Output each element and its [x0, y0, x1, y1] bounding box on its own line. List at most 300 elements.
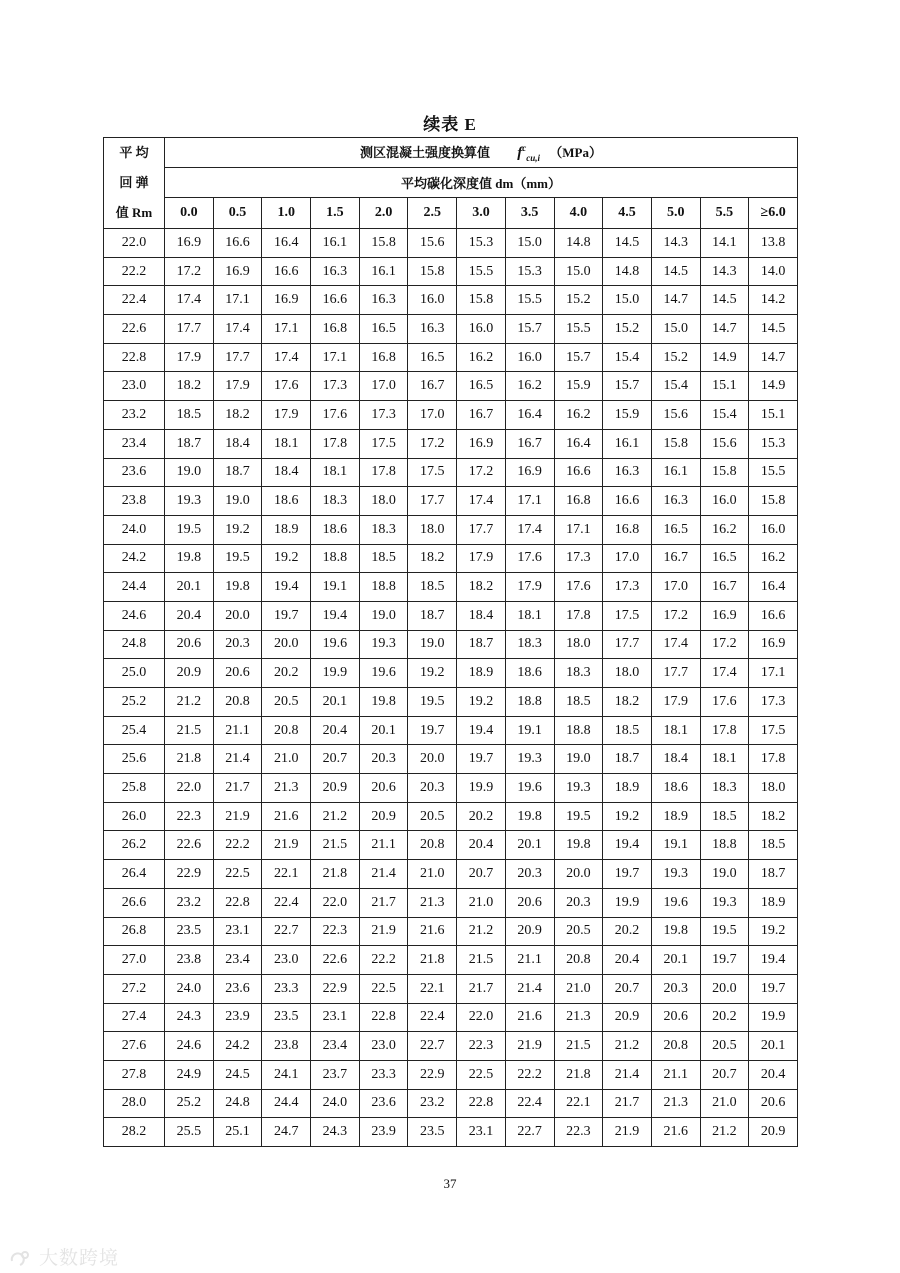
strength-value-cell: 17.9: [505, 573, 554, 602]
strength-value-cell: 19.7: [700, 946, 749, 975]
strength-value-cell: 24.3: [165, 1003, 214, 1032]
strength-value-cell: 15.5: [457, 257, 506, 286]
strength-value-cell: 15.9: [603, 401, 652, 430]
strength-value-cell: 21.4: [359, 860, 408, 889]
strength-value-cell: 17.2: [651, 601, 700, 630]
strength-value-cell: 20.9: [311, 774, 360, 803]
strength-value-cell: 16.8: [554, 487, 603, 516]
strength-value-cell: 16.3: [311, 257, 360, 286]
strength-value-cell: 20.3: [651, 974, 700, 1003]
strength-value-cell: 23.9: [359, 1118, 408, 1147]
strength-value-cell: 20.4: [165, 601, 214, 630]
table-row: [104, 315, 798, 344]
strength-value-cell: 19.2: [457, 688, 506, 717]
strength-value-cell: 23.7: [311, 1060, 360, 1089]
strength-value-cell: 21.0: [700, 1089, 749, 1118]
strength-value-cell: 21.7: [213, 774, 262, 803]
strength-value-cell: 20.3: [359, 745, 408, 774]
rm-value-cell: 27.6: [104, 1032, 165, 1061]
strength-value-cell: 17.8: [311, 429, 360, 458]
strength-value-cell: 15.6: [408, 229, 457, 258]
strength-value-cell: 17.3: [311, 372, 360, 401]
strength-value-cell: 22.4: [505, 1089, 554, 1118]
strength-value-cell: 17.2: [457, 458, 506, 487]
strength-value-cell: 18.8: [359, 573, 408, 602]
strength-value-cell: 22.4: [262, 888, 311, 917]
strength-value-cell: 25.5: [165, 1118, 214, 1147]
rm-value-cell: 23.6: [104, 458, 165, 487]
strength-value-cell: 21.5: [554, 1032, 603, 1061]
strength-value-cell: 24.2: [213, 1032, 262, 1061]
strength-value-cell: 21.2: [457, 917, 506, 946]
strength-value-cell: 19.2: [603, 802, 652, 831]
strength-value-cell: 24.1: [262, 1060, 311, 1089]
strength-value-cell: 20.1: [165, 573, 214, 602]
strength-value-cell: 20.3: [213, 630, 262, 659]
strength-value-cell: 15.7: [603, 372, 652, 401]
strength-value-cell: 20.5: [262, 688, 311, 717]
strength-value-cell: 23.3: [262, 974, 311, 1003]
strength-value-cell: 17.3: [359, 401, 408, 430]
strength-value-cell: 17.9: [165, 343, 214, 372]
strength-value-cell: 18.8: [554, 716, 603, 745]
strength-value-cell: 20.6: [165, 630, 214, 659]
table-row: [104, 458, 798, 487]
strength-value-cell: 23.9: [213, 1003, 262, 1032]
strength-value-cell: 17.0: [359, 372, 408, 401]
strength-value-cell: 21.5: [457, 946, 506, 975]
strength-value-cell: 23.2: [165, 888, 214, 917]
strength-value-cell: 16.6: [554, 458, 603, 487]
rm-header-cell: [104, 138, 165, 229]
page-number: 37: [443, 1176, 457, 1191]
strength-value-cell: 21.6: [651, 1118, 700, 1147]
strength-value-cell: 16.2: [505, 372, 554, 401]
strength-value-cell: 23.6: [213, 974, 262, 1003]
strength-value-cell: 18.2: [603, 688, 652, 717]
rm-value-cell: 27.8: [104, 1060, 165, 1089]
strength-value-cell: 15.5: [554, 315, 603, 344]
strength-value-cell: 19.3: [359, 630, 408, 659]
strength-value-cell: 18.1: [262, 429, 311, 458]
strength-value-cell: 23.4: [213, 946, 262, 975]
strength-value-cell: 18.9: [457, 659, 506, 688]
depth-header-cell: 2.5: [408, 198, 457, 229]
strength-value-cell: 23.5: [408, 1118, 457, 1147]
strength-value-cell: 20.4: [311, 716, 360, 745]
strength-value-cell: 20.8: [651, 1032, 700, 1061]
strength-value-cell: 20.4: [749, 1060, 798, 1089]
strength-value-cell: 16.4: [505, 401, 554, 430]
strength-value-cell: 16.9: [262, 286, 311, 315]
strength-value-cell: 16.9: [749, 630, 798, 659]
table-row: [104, 630, 798, 659]
depth-header-cell: 0.5: [213, 198, 262, 229]
strength-value-cell: 22.0: [457, 1003, 506, 1032]
strength-value-cell: 22.6: [311, 946, 360, 975]
strength-value-cell: 17.1: [262, 315, 311, 344]
strength-value-cell: 20.3: [505, 860, 554, 889]
strength-value-cell: 15.3: [505, 257, 554, 286]
rm-label-line: 平 均: [119, 145, 149, 160]
strength-value-cell: 17.8: [554, 601, 603, 630]
rm-value-cell: 24.4: [104, 573, 165, 602]
strength-value-cell: 24.8: [213, 1089, 262, 1118]
strength-value-cell: 19.4: [311, 601, 360, 630]
strength-value-cell: 16.5: [700, 544, 749, 573]
strength-value-cell: 15.0: [505, 229, 554, 258]
table-row: [104, 1118, 798, 1147]
strength-value-cell: 24.0: [165, 974, 214, 1003]
strength-value-cell: 15.0: [554, 257, 603, 286]
strength-value-cell: 22.7: [408, 1032, 457, 1061]
strength-value-cell: 16.7: [651, 544, 700, 573]
depth-header-cell: 1.0: [262, 198, 311, 229]
strength-value-cell: 21.9: [359, 917, 408, 946]
strength-value-cell: 18.8: [505, 688, 554, 717]
depth-header-cell: 0.0: [165, 198, 214, 229]
rm-value-cell: 24.0: [104, 515, 165, 544]
strength-value-cell: 21.7: [359, 888, 408, 917]
strength-value-cell: 19.5: [700, 917, 749, 946]
strength-value-cell: 20.1: [651, 946, 700, 975]
strength-value-cell: 22.2: [213, 831, 262, 860]
strength-value-cell: 18.3: [700, 774, 749, 803]
strength-value-cell: 14.7: [651, 286, 700, 315]
strength-value-cell: 21.3: [408, 888, 457, 917]
strength-value-cell: 18.5: [359, 544, 408, 573]
strength-value-cell: 16.1: [603, 429, 652, 458]
strength-value-cell: 17.9: [213, 372, 262, 401]
strength-value-cell: 18.9: [262, 515, 311, 544]
rm-value-cell: 23.2: [104, 401, 165, 430]
strength-value-cell: 16.9: [505, 458, 554, 487]
strength-value-cell: 13.8: [749, 229, 798, 258]
strength-value-cell: 18.7: [749, 860, 798, 889]
strength-value-cell: 19.6: [651, 888, 700, 917]
table-row: [104, 659, 798, 688]
strength-value-cell: 19.0: [359, 601, 408, 630]
strength-value-cell: 17.0: [651, 573, 700, 602]
strength-value-cell: 18.5: [603, 716, 652, 745]
strength-value-cell: 22.5: [359, 974, 408, 1003]
strength-value-cell: 15.4: [603, 343, 652, 372]
rm-value-cell: 25.4: [104, 716, 165, 745]
strength-value-cell: 16.2: [554, 401, 603, 430]
strength-value-cell: 22.8: [213, 888, 262, 917]
strength-value-cell: 16.5: [359, 315, 408, 344]
strength-value-cell: 21.4: [603, 1060, 652, 1089]
strength-value-cell: 20.7: [700, 1060, 749, 1089]
strength-value-cell: 17.0: [408, 401, 457, 430]
table-row: [104, 372, 798, 401]
strength-value-cell: 21.7: [603, 1089, 652, 1118]
strength-value-cell: 14.5: [603, 229, 652, 258]
strength-label: 测区混凝土强度换算值: [360, 145, 491, 160]
strength-value-cell: 21.4: [505, 974, 554, 1003]
strength-value-cell: 22.1: [262, 860, 311, 889]
strength-value-cell: 18.1: [505, 601, 554, 630]
strength-value-cell: 22.3: [311, 917, 360, 946]
strength-value-cell: 18.7: [457, 630, 506, 659]
strength-value-cell: 17.7: [457, 515, 506, 544]
strength-value-cell: 23.6: [359, 1089, 408, 1118]
strength-value-cell: 21.9: [603, 1118, 652, 1147]
strength-value-cell: 14.1: [700, 229, 749, 258]
strength-value-cell: 22.9: [165, 860, 214, 889]
strength-value-cell: 17.6: [700, 688, 749, 717]
strength-value-cell: 19.4: [262, 573, 311, 602]
strength-header: [165, 138, 798, 168]
strength-value-cell: 15.7: [554, 343, 603, 372]
strength-value-cell: 20.1: [749, 1032, 798, 1061]
strength-value-cell: 22.1: [554, 1089, 603, 1118]
strength-value-cell: 19.8: [505, 802, 554, 831]
strength-value-cell: 14.3: [700, 257, 749, 286]
strength-value-cell: 20.9: [749, 1118, 798, 1147]
strength-value-cell: 14.9: [749, 372, 798, 401]
strength-value-cell: 16.6: [262, 257, 311, 286]
strength-value-cell: 21.0: [408, 860, 457, 889]
rm-value-cell: 25.8: [104, 774, 165, 803]
strength-value-cell: 18.6: [311, 515, 360, 544]
strength-value-cell: 17.4: [457, 487, 506, 516]
strength-value-cell: 18.4: [457, 601, 506, 630]
strength-value-cell: 23.3: [359, 1060, 408, 1089]
strength-value-cell: 17.2: [408, 429, 457, 458]
strength-value-cell: 16.5: [457, 372, 506, 401]
strength-value-cell: 18.5: [165, 401, 214, 430]
depth-header-cell: 3.5: [505, 198, 554, 229]
strength-value-cell: 19.7: [457, 745, 506, 774]
strength-value-cell: 20.5: [700, 1032, 749, 1061]
strength-value-cell: 17.1: [311, 343, 360, 372]
strength-value-cell: 15.2: [554, 286, 603, 315]
strength-value-cell: 16.8: [359, 343, 408, 372]
strength-value-cell: 19.4: [457, 716, 506, 745]
strength-value-cell: 21.7: [457, 974, 506, 1003]
strength-value-cell: 21.6: [505, 1003, 554, 1032]
strength-value-cell: 19.6: [505, 774, 554, 803]
strength-value-cell: 19.8: [554, 831, 603, 860]
strength-value-cell: 21.6: [262, 802, 311, 831]
strength-value-cell: 17.1: [213, 286, 262, 315]
strength-value-cell: 19.1: [311, 573, 360, 602]
strength-value-cell: 18.8: [311, 544, 360, 573]
rm-value-cell: 24.6: [104, 601, 165, 630]
strength-value-cell: 16.7: [505, 429, 554, 458]
strength-value-cell: 17.4: [651, 630, 700, 659]
strength-value-cell: 16.3: [651, 487, 700, 516]
strength-value-cell: 21.8: [165, 745, 214, 774]
strength-value-cell: 18.1: [311, 458, 360, 487]
strength-value-cell: 21.9: [505, 1032, 554, 1061]
strength-value-cell: 22.1: [408, 974, 457, 1003]
strength-value-cell: 18.3: [554, 659, 603, 688]
strength-value-cell: 19.0: [700, 860, 749, 889]
strength-value-cell: 16.2: [457, 343, 506, 372]
strength-value-cell: 18.9: [603, 774, 652, 803]
table-row: [104, 229, 798, 258]
strength-value-cell: 17.9: [457, 544, 506, 573]
strength-value-cell: 18.4: [651, 745, 700, 774]
strength-value-cell: 16.3: [359, 286, 408, 315]
formula-sub: cu,i: [526, 153, 541, 163]
strength-value-cell: 17.5: [408, 458, 457, 487]
strength-value-cell: 22.2: [505, 1060, 554, 1089]
strength-value-cell: 19.2: [213, 515, 262, 544]
strength-value-cell: 21.0: [262, 745, 311, 774]
strength-value-cell: 20.4: [603, 946, 652, 975]
table-row: [104, 716, 798, 745]
strength-value-cell: 20.0: [262, 630, 311, 659]
strength-value-cell: 14.5: [700, 286, 749, 315]
strength-value-cell: 20.2: [457, 802, 506, 831]
strength-value-cell: 19.9: [603, 888, 652, 917]
strength-value-cell: 22.2: [359, 946, 408, 975]
table-row: [104, 1032, 798, 1061]
strength-value-cell: 19.9: [457, 774, 506, 803]
strength-value-cell: 19.7: [749, 974, 798, 1003]
strength-value-cell: 18.2: [165, 372, 214, 401]
strength-value-cell: 23.8: [262, 1032, 311, 1061]
strength-value-cell: 21.6: [408, 917, 457, 946]
table-row: [104, 601, 798, 630]
strength-value-cell: 16.6: [603, 487, 652, 516]
strength-value-cell: 18.0: [554, 630, 603, 659]
table-row: [104, 573, 798, 602]
strength-value-cell: 16.3: [603, 458, 652, 487]
strength-value-cell: 20.0: [554, 860, 603, 889]
strength-value-cell: 21.3: [262, 774, 311, 803]
depth-header-cell: 2.0: [359, 198, 408, 229]
strength-value-cell: 16.0: [749, 515, 798, 544]
strength-value-cell: 16.9: [165, 229, 214, 258]
strength-value-cell: 16.7: [700, 573, 749, 602]
table-row: [104, 257, 798, 286]
strength-value-cell: 17.6: [311, 401, 360, 430]
strength-value-cell: 21.9: [262, 831, 311, 860]
strength-value-cell: 20.6: [505, 888, 554, 917]
strength-value-cell: 18.1: [700, 745, 749, 774]
strength-value-cell: 18.0: [408, 515, 457, 544]
strength-value-cell: 22.7: [262, 917, 311, 946]
table-row: [104, 1060, 798, 1089]
strength-value-cell: 16.9: [213, 257, 262, 286]
strength-value-cell: 24.4: [262, 1089, 311, 1118]
strength-value-cell: 20.6: [651, 1003, 700, 1032]
strength-value-cell: 20.6: [359, 774, 408, 803]
strength-value-cell: 16.9: [457, 429, 506, 458]
strength-value-cell: 25.2: [165, 1089, 214, 1118]
strength-value-cell: 16.5: [408, 343, 457, 372]
strength-value-cell: 21.8: [408, 946, 457, 975]
strength-value-cell: 19.1: [651, 831, 700, 860]
rm-value-cell: 26.8: [104, 917, 165, 946]
strength-value-cell: 16.4: [554, 429, 603, 458]
strength-value-cell: 16.2: [700, 515, 749, 544]
strength-value-cell: 18.5: [700, 802, 749, 831]
strength-value-cell: 21.2: [700, 1118, 749, 1147]
strength-value-cell: 19.5: [213, 544, 262, 573]
strength-value-cell: 17.5: [603, 601, 652, 630]
strength-value-cell: 23.5: [262, 1003, 311, 1032]
table-title: 续表 E: [423, 115, 477, 134]
strength-value-cell: 18.4: [262, 458, 311, 487]
strength-value-cell: 17.3: [749, 688, 798, 717]
strength-value-cell: 15.9: [554, 372, 603, 401]
watermark-logo-icon: [8, 1249, 32, 1269]
strength-value-cell: 17.9: [651, 688, 700, 717]
strength-value-cell: 22.9: [408, 1060, 457, 1089]
strength-value-cell: 19.3: [554, 774, 603, 803]
strength-value-cell: 16.0: [408, 286, 457, 315]
strength-value-cell: 22.0: [165, 774, 214, 803]
table-row: [104, 429, 798, 458]
strength-value-cell: 19.3: [165, 487, 214, 516]
strength-formula: [517, 145, 540, 161]
strength-value-cell: 22.3: [554, 1118, 603, 1147]
strength-value-cell: 19.6: [311, 630, 360, 659]
strength-value-cell: 18.0: [359, 487, 408, 516]
rm-value-cell: 24.2: [104, 544, 165, 573]
strength-value-cell: 18.2: [213, 401, 262, 430]
strength-value-cell: 23.1: [457, 1118, 506, 1147]
strength-value-cell: 16.8: [603, 515, 652, 544]
table-row: [104, 515, 798, 544]
strength-value-cell: 15.2: [651, 343, 700, 372]
strength-value-cell: 18.3: [311, 487, 360, 516]
strength-value-cell: 19.7: [408, 716, 457, 745]
strength-value-cell: 19.3: [505, 745, 554, 774]
strength-value-cell: 15.8: [700, 458, 749, 487]
strength-value-cell: 19.0: [165, 458, 214, 487]
strength-value-cell: 20.3: [408, 774, 457, 803]
strength-value-cell: 22.4: [408, 1003, 457, 1032]
strength-value-cell: 20.2: [262, 659, 311, 688]
strength-value-cell: 15.8: [749, 487, 798, 516]
strength-value-cell: 16.5: [651, 515, 700, 544]
strength-value-cell: 14.5: [651, 257, 700, 286]
strength-value-cell: 24.9: [165, 1060, 214, 1089]
strength-value-cell: 20.4: [457, 831, 506, 860]
strength-value-cell: 15.3: [457, 229, 506, 258]
table-row: [104, 802, 798, 831]
rm-value-cell: 23.8: [104, 487, 165, 516]
strength-value-cell: 21.5: [311, 831, 360, 860]
strength-value-cell: 18.6: [262, 487, 311, 516]
strength-value-cell: 22.6: [165, 831, 214, 860]
strength-value-cell: 21.1: [213, 716, 262, 745]
strength-value-cell: 15.8: [408, 257, 457, 286]
strength-value-cell: 16.9: [700, 601, 749, 630]
strength-value-cell: 18.2: [749, 802, 798, 831]
depth-header-cell: 1.5: [311, 198, 360, 229]
strength-value-cell: 21.1: [359, 831, 408, 860]
strength-value-cell: 17.6: [505, 544, 554, 573]
strength-value-cell: 14.5: [749, 315, 798, 344]
strength-value-cell: 24.6: [165, 1032, 214, 1061]
strength-value-cell: 17.4: [213, 315, 262, 344]
strength-value-cell: 16.7: [457, 401, 506, 430]
strength-value-cell: 21.4: [213, 745, 262, 774]
strength-value-cell: 19.5: [408, 688, 457, 717]
strength-value-cell: 17.2: [700, 630, 749, 659]
strength-value-cell: 17.7: [213, 343, 262, 372]
strength-value-cell: 19.4: [603, 831, 652, 860]
strength-value-cell: 22.8: [359, 1003, 408, 1032]
table-row: [104, 1089, 798, 1118]
